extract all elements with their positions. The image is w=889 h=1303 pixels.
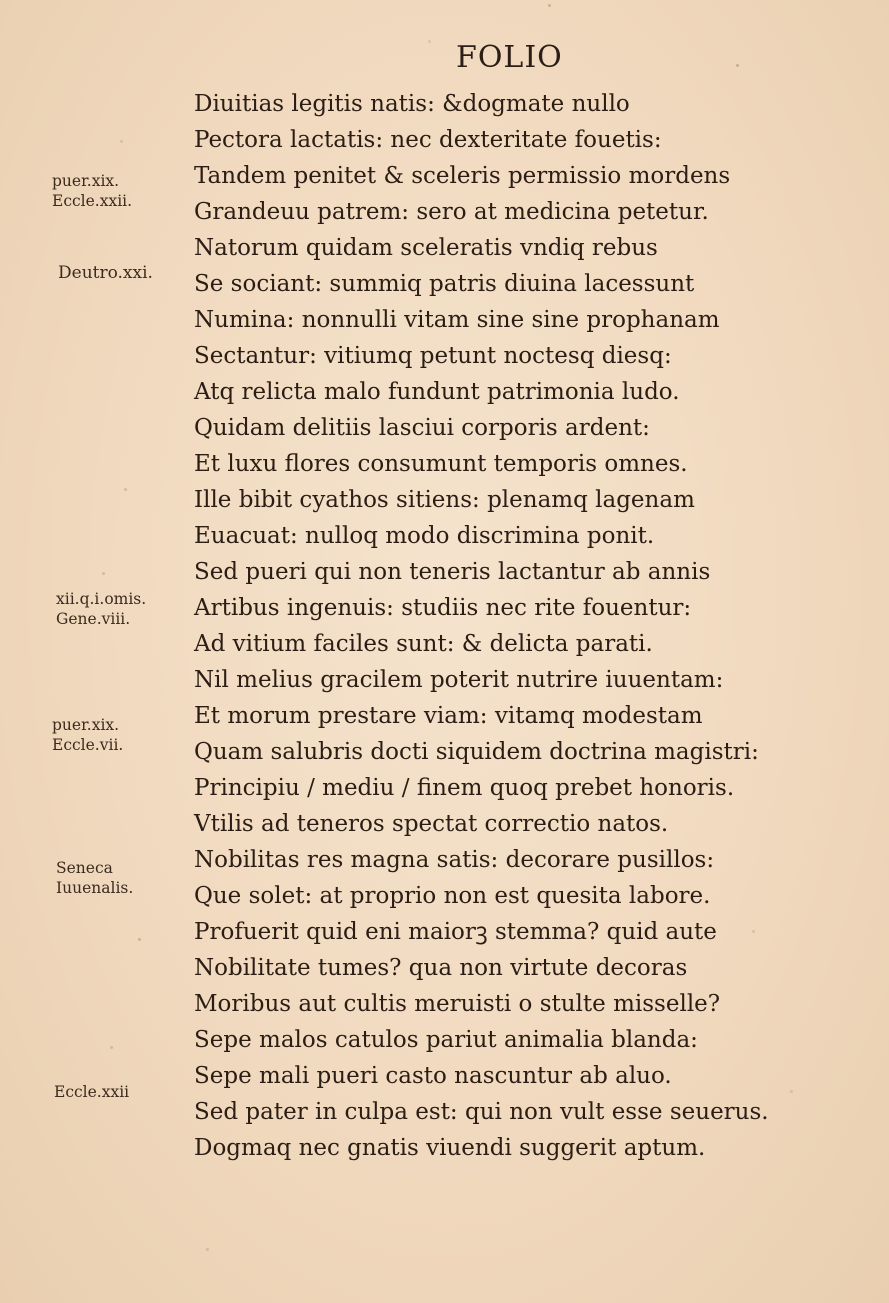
verse-line: Tandem penitet & sceleris permissio mordens <box>194 163 731 189</box>
verse-line: Dogmaq nec gnatis viuendi suggerit aptum. <box>194 1135 706 1161</box>
verse-line: Nobilitate tumes? qua non virtute decoras <box>194 955 688 981</box>
margin-note: puer.xix. <box>52 716 120 734</box>
margin-note: Iuuenalis. <box>56 879 134 897</box>
margin-note: Eccle.xxii. <box>52 192 133 210</box>
verse-line: Grandeuu patrem: sero at medicina petetur. <box>194 199 709 225</box>
verse-line: Nil melius gracilem poterit nutrire iuuentam: <box>194 667 724 693</box>
verse-line: Sectantur: vitiumq petunt noctesq diesq: <box>194 343 672 369</box>
verse-line: Quidam delitiis lasciui corporis ardent: <box>194 415 650 441</box>
verse-line: Atq relicta malo fundunt patrimonia ludo. <box>194 379 680 405</box>
verse-line: Et morum prestare viam: vitamq modestam <box>194 703 703 729</box>
verse-line: Natorum quidam sceleratis vndiq rebus <box>194 235 658 261</box>
verse-line: Se sociant: summiq patris diuina lacessunt <box>194 271 695 297</box>
verse-line: Sed pueri qui non teneris lactantur ab annis <box>194 559 711 585</box>
verse-line: Et luxu flores consumunt temporis omnes. <box>194 451 688 477</box>
verse-line: Moribus aut cultis meruisti o stulte misselle? <box>194 991 721 1017</box>
margin-note: Eccle.vii. <box>52 736 124 754</box>
verse-line: Sepe mali pueri casto nascuntur ab aluo. <box>194 1063 672 1089</box>
verse-line: Ad vitium faciles sunt: & delicta parati. <box>194 631 653 657</box>
verse-line: Vtilis ad teneros spectat correctio natos. <box>194 811 669 837</box>
verse-line: Ille bibit cyathos sitiens: plenamq lagenam <box>194 487 695 513</box>
verse-line: Sepe malos catulos pariut animalia blanda: <box>194 1027 698 1053</box>
margin-note: Deutro.xxi. <box>58 263 153 283</box>
verse-line: Profuerit quid eni maiorꝫ stemma? quid aute <box>194 919 717 945</box>
page-header: FOLIO <box>456 40 563 75</box>
verse-line: Numina: nonnulli vitam sine sine prophanam <box>194 307 720 333</box>
margin-note: xii.q.i.omis. <box>56 590 147 608</box>
verse-line: Quam salubris docti siquidem doctrina magistri: <box>194 739 759 765</box>
verse-line: Nobilitas res magna satis: decorare pusillos: <box>194 847 715 873</box>
margin-note: Eccle.xxii <box>54 1083 130 1101</box>
verse-line: Artibus ingenuis: studiis nec rite fouentur: <box>194 595 692 621</box>
margin-note: Seneca <box>56 859 113 877</box>
verse-line: Sed pater in culpa est: qui non vult esse seuerus. <box>194 1099 769 1125</box>
verse-line: Principiu / mediu / finem quoq prebet honoris. <box>194 775 735 801</box>
verse-line: Pectora lactatis: nec dexteritate fouetis: <box>194 127 662 153</box>
verse-line: Diuitias legitis natis: &dogmate nullo <box>194 91 630 117</box>
margin-note: puer.xix. <box>52 172 120 190</box>
margin-note: Gene.viii. <box>56 610 131 628</box>
verse-line: Euacuat: nulloq modo discrimina ponit. <box>194 523 655 549</box>
verse-line: Que solet: at proprio non est quesita labore. <box>194 883 711 909</box>
